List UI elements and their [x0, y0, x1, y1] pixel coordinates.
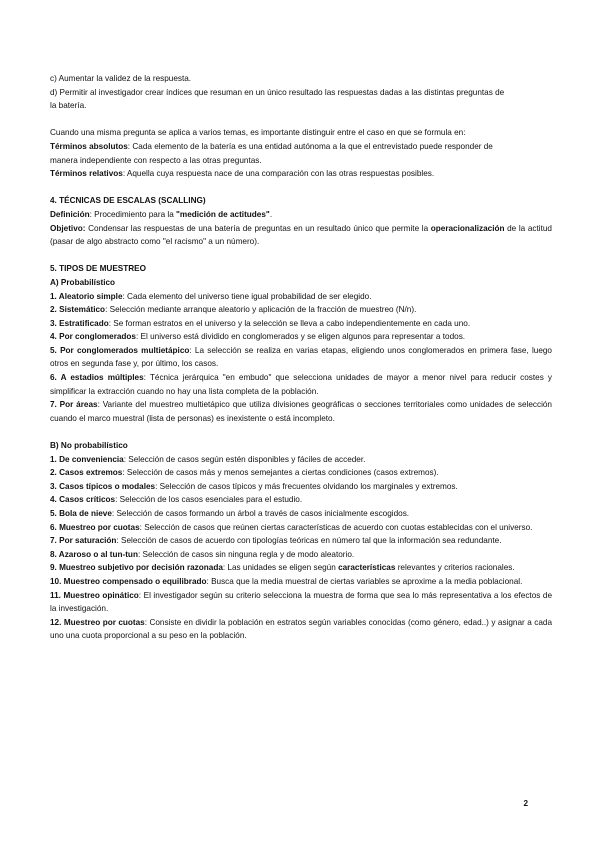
list-item-term: 1. Aleatorio simple	[50, 291, 123, 301]
relativos-term: Términos relativos	[50, 169, 123, 179]
list-item-term: 3. Casos típicos o modales	[50, 481, 156, 491]
list-item	[50, 548, 552, 562]
list-item	[50, 453, 552, 467]
list-item	[50, 398, 552, 425]
list-item-emphasis: características	[338, 563, 396, 573]
list-item-text: : Variante del muestreo multietápico que utiliza divisiones geográficas o secciones territoriales como unidades de selección cuando el marco muestral (lista de personas) es inexistente o está incompleto.	[50, 400, 552, 423]
list-item-text: : Selección de los casos esenciales para el estudio.	[115, 495, 303, 505]
list-item-term: 2. Casos extremos	[50, 468, 123, 478]
list-item-term: 5. Bola de nieve	[50, 509, 112, 518]
list-item-text: : Selección de casos típicos y más frecuentes olvidando los marginales y extremos.	[155, 481, 458, 491]
intro-line-c: c) Aumentar la validez de la respuesta.	[50, 74, 192, 83]
list-item	[50, 616, 552, 643]
section5-subheading-a: A) Probabilístico	[50, 277, 116, 287]
list-item-term: 6. A estadios múltiples	[50, 373, 144, 383]
list-item	[50, 290, 552, 304]
list-item-text: : El universo está dividido en conglomerados y se eligen algunos para representar a todos.	[136, 332, 466, 342]
list-item-term: 11. Muestreo opinático	[50, 590, 139, 600]
list-item-term: 1. De conveniencia	[50, 454, 124, 464]
list-item	[50, 303, 552, 317]
non-probabilistic-list	[50, 453, 552, 643]
list-item-term: 2. Sistemático	[50, 305, 106, 315]
list-item-text: : Selección mediante arranque aleatorio y aplicación de la fracción de muestreo (N/n).	[105, 305, 417, 315]
list-item	[50, 480, 552, 494]
list-item-text: : Técnica jerárquica "en embudo" que selecciona unidades de mayor a menor nivel para reducir costes y simplificar la extracción cuando no hay una lista completa de la población.	[50, 373, 552, 396]
list-item-term: 12. Muestreo por cuotas	[50, 617, 145, 627]
list-item-term: 7. Por áreas	[50, 400, 98, 410]
list-item-term: 5. Por conglomerados multietápico	[50, 345, 190, 355]
list-item	[50, 561, 552, 575]
list-item	[50, 371, 552, 398]
list-item-text: : Busca que la media muestral de ciertas variables se aproxime a la media poblacional.	[206, 576, 523, 586]
list-item	[50, 534, 552, 548]
list-item	[50, 330, 552, 344]
list-item-text: : Selección de casos según estén disponibles y fáciles de acceder.	[123, 454, 366, 464]
list-item-text: : Selección de casos formando un árbol a través de casos inicialmente escogidos.	[111, 509, 410, 518]
themes-intro: Cuando una misma pregunta se aplica a varios temas, es importante distinguir entre el caso en que se formula en:	[50, 128, 466, 138]
relativos-text: : Aquella cuya respuesta nace de una comparación con las otras respuestas posibles.	[122, 169, 435, 179]
list-item-text: : Consiste en dividir la población en estratos según variables conocidas (como género, edad..) y asignar a cada uno una cuota proporcional a su peso en la población.	[50, 617, 552, 641]
list-item-term: 3. Estratificado	[50, 318, 109, 328]
themes-absolutos	[50, 140, 510, 167]
list-item-text: : Las unidades se eligen según	[222, 563, 339, 573]
section4-objective: Objetivo: Condensar las respuestas de una batería de preguntas en un resultado único que permite la operacionalización de la actitud (pasar de algo abstracto como "el racismo" a un número).	[50, 223, 552, 247]
section5-heading: 5. TIPOS DE MUESTREO	[50, 264, 146, 274]
list-item-text-end: relevantes y criterios racionales.	[395, 563, 515, 573]
list-item	[50, 317, 552, 331]
list-item-term: 6. Muestreo por cuotas	[50, 522, 140, 532]
section4-definition: Definición: Procedimiento para la "medición de actitudes".	[50, 209, 273, 219]
list-item-text: : Cada elemento del universo tiene igual probabilidad de ser elegido.	[122, 291, 372, 301]
list-item-text: : Selección de casos sin ninguna regla y de modo aleatorio.	[137, 549, 355, 559]
list-item-text: : El investigador según su criterio selecciona la muestra de forma que sea lo más representativa a los efectos de la investigación.	[50, 590, 552, 614]
list-item-term: 7. Por saturación	[50, 536, 117, 546]
document-page	[50, 72, 552, 643]
list-item-term: 8. Azaroso o al tun-tun	[50, 549, 138, 559]
list-item	[50, 466, 552, 480]
probabilistic-list	[50, 290, 552, 426]
list-item-text: : Selección de casos que reúnen ciertas características de acuerdo con cuotas establecidas con el universo.	[139, 522, 533, 532]
list-item-text: : La selección se realiza en varias etapas, eligiendo unos conglomerados en primera fase, luego otros en segunda fase y, por último, los casos.	[50, 345, 552, 369]
list-item-term: 10. Muestreo compensado o equilibrado	[50, 576, 207, 586]
absolutos-term: Términos absolutos	[50, 141, 128, 151]
list-item-text: : Selección de casos de acuerdo con tipologías teóricas en número tal que la información sea redundante.	[116, 536, 502, 546]
themes-relativos	[50, 167, 552, 181]
intro-line-d: d) Permitir al investigador crear índices que resuman en un único resultado las respuestas dadas a las distintas preguntas de la batería.	[50, 87, 505, 111]
list-item	[50, 521, 552, 535]
absolutos-text: : Cada elemento de la batería es una entidad autónoma a la que el entrevistado puede responder de manera independiente con respecto a las otras preguntas.	[50, 141, 493, 165]
list-item	[50, 493, 552, 507]
list-item-term: 4. Casos críticos	[50, 495, 116, 505]
page-number: 2	[523, 799, 528, 808]
list-item-term: 4. Por conglomerados	[50, 332, 136, 342]
section5-subheading-b: B) No probabilístico	[50, 441, 128, 451]
list-item	[50, 575, 552, 589]
list-item-term: 9. Muestreo subjetivo por decisión razonada	[50, 563, 223, 573]
section4-heading: 4. TÉCNICAS DE ESCALAS (SCALLING)	[50, 196, 206, 206]
list-item-text: : Se forman estratos en el universo y la selección se lleva a cabo independientemente en cada uno.	[108, 318, 471, 328]
list-item	[50, 344, 552, 371]
list-item	[50, 589, 552, 616]
list-item	[50, 507, 552, 521]
list-item-text: : Selección de casos más y menos semejantes a ciertas condiciones (casos extremos).	[122, 468, 439, 478]
